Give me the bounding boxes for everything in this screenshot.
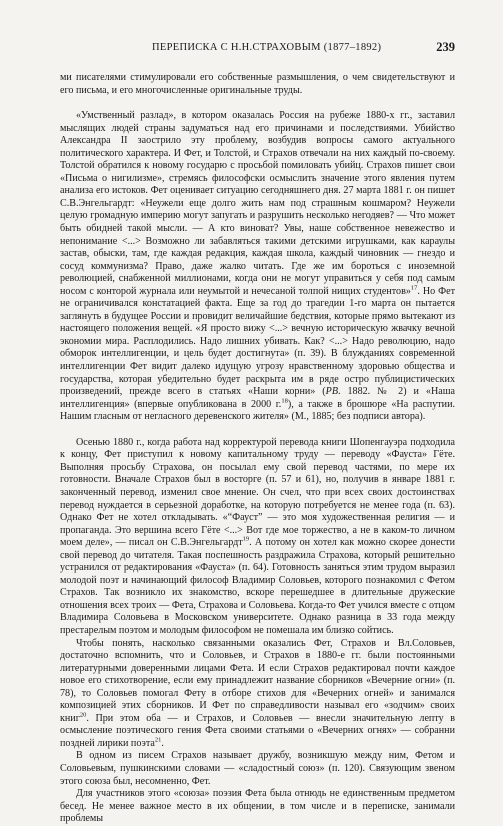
page-number: 239 [436, 40, 455, 54]
paragraph [60, 750, 455, 788]
body-text [60, 72, 455, 826]
text-run: ), а также в брошюре «На распутии. Нашим гласным от негласного деревенского жителя» (М., 1885; без подписи автора). [60, 398, 455, 423]
text-run: . При этом оба — и Страхов, и Соловьев — внесли значительную лепту в осмысление поэтического гения Фета своими статьями о «Вечерних огнях» — собранни поздней лирики поэта [60, 712, 455, 749]
footnote-ref: 17 [410, 284, 418, 292]
text-run: «Умственный разлад», в котором оказалась Россия на рубеже 1880-х гг., заставил мыслящих людей страны задуматься над его причинами и последствиями. Убийство Александра II заострило эту проблему, возбудив вопросы самого актуального политического характера. И Фет, и Толстой, и Страхов отвечали на них каждый по-своему. Толстой обратился к новому государю с просьбой помиловать убийц. Страхов пишет свои «Письма о нигилизме», стремясь философски осмыслить значение этого явления путем анализа его истоков. Фет оценивает ситуацию сегодняшнего дня. 27 марта 1881 г. он пишет С.В.Энгельгардт: «Неужели еще долго жить нам под страшным кошмаром? Неужели целую громадную империю могут запугать и разрушить несколько негодяев? — Что может быть обидней такой мысли. — А кто виноват? Увы, наше собственное невежество и непонимание <...> Возможно ли забавляться такими детскими игрушками, как караулы застав, обыски, там, где каждая редакция, каждая школа, каждый чиновник — гнездо и сосуд коммунизма? Право, даже жалко читать. Где же им бороться с иноземной революцией, снабженной миллионами, когда они не могут управиться у себя под самым носом с конторой журнала или неумытой и нечесаной толпой нищих студентов» [60, 110, 455, 297]
text-run: . А потому он хотел как можно скорее донести свой перевод до читателя. Такая поспешность раздражила Страхова, который решительно устранился от редактирования «Фауста» (п. 64). Готовность заняться этим трудом выразил молодой поэт и начинающий философ Владимир Соловьев, которого познакомил с Фетом Страхов. Так возникло их знакомство, вскоре перешедшее в длительные дружеские отношения всех троих — Фета, Страхова и Соловьева. Когда-то Фет учился вместе с отцом Владимира Соловьева в Московском университете. Однако разница в 33 года между престарелым поэтом и молодым философом не помешала им близко сойтись. [60, 537, 455, 636]
text-run: Чтобы понять, насколько связанными оказались Фет, Страхов и Вл.Соловьев, достаточно вспомнить, что и Соловьев, и Страхов в 1880-е гг. были постоянными литературными доверенными лицами Фета. И если Страхов редактировал почти каждое новое его стихотворение, если ему принадлежит название сборников «Вечерние огни» (п. 78), то Соловьев помогал Фету в отборе стихов для «Вечерних огней» и занимался композицией этих сборников. И Фет по справедливости называл его «зодчим» своих книг [60, 637, 455, 724]
paragraph [60, 638, 455, 751]
footnote-ref: 20 [79, 711, 87, 719]
paragraph [60, 110, 455, 424]
paragraph [60, 437, 455, 638]
page-header [60, 40, 455, 56]
text-run: ми писателями стимулировали его собственные размышления, о чем свидетельствуют и его письма, и его многочисленные оригинальные труды. [60, 72, 455, 96]
text-run: Осенью 1880 г., когда работа над корректурой перевода книги Шопенгауэра подходила к концу, Фет приступил к новому капитальному труду — переводу «Фауста» Гёте. Выполняя просьбу Страхова, он посылал ему свой перевод частями, по мере их готовности. Вначале Страхов был в восторге (п. 57 и 61), но, получив в январе 1881 г. законченный перевод, изменил свое мнение. Он счел, что при всех своих достоинствах перевод нуждается в серьезной доработке, на которую потребуется не менее года (п. 63). Однако Фет не хотел откладывать. «“Фауст” — это моя художественная религия — и пропаганда. Это вершина всего Гёте <...> Вот где мое торжество, а не в каком-то личном моем деле», — писал он С.В.Энгельгардт [60, 436, 455, 549]
footnote-ref: 21 [154, 736, 162, 744]
paragraph [60, 788, 455, 826]
text-run: В одном из писем Страхов называет дружбу, возникшую между ним, Фетом и Соловьевым, пушкинскими словами — «сладостный союз» (п. 120). Связующим звеном этого союза был, несомненно, Фет. [60, 750, 455, 787]
running-title: ПЕРЕПИСКА С Н.Н.СТРАХОВЫМ (1877–1892) [152, 42, 382, 53]
italic-text: РВ [325, 386, 338, 398]
footnote-ref: 18 [281, 397, 288, 405]
text-run: . [161, 737, 164, 749]
paragraph [60, 72, 455, 97]
text-run: . 1882. № 2) и «Наша интеллигенция» (впервые опубликована в 2000 г. [60, 386, 455, 410]
text-run: . Но Фет не ограничивался констатацией факта. Еще за год до трагедии 1-го марта он пытается заглянуть в будущее России и провидит величайшие бедствия, которые прямо вытекают из настоящего положения вещей. «Я просто вижу <...> вечную историческую жвачку вечной экономии мира. Расплодились. Надо лишних убивать. Как? <...> Надо революцию, надо обморок интеллигенции, и цель будет достигнута» (п. 39). В блужданиях современной интеллигенции Фет видит далеко идущую угрозу нравственному здоровью общества и государства, которая убедительно будет раскрыта им в ряде остро публицистических произведений, прежде всего в статьях «Наши корни» ( [60, 285, 455, 398]
text-run: Для участников этого «союза» поэзия Фета была отнюдь не единственным предметом бесед. Не менее важное место в их общении, в том числе и в переписке, занимали проблемы [60, 788, 455, 825]
footnote-ref: 19 [242, 535, 250, 543]
